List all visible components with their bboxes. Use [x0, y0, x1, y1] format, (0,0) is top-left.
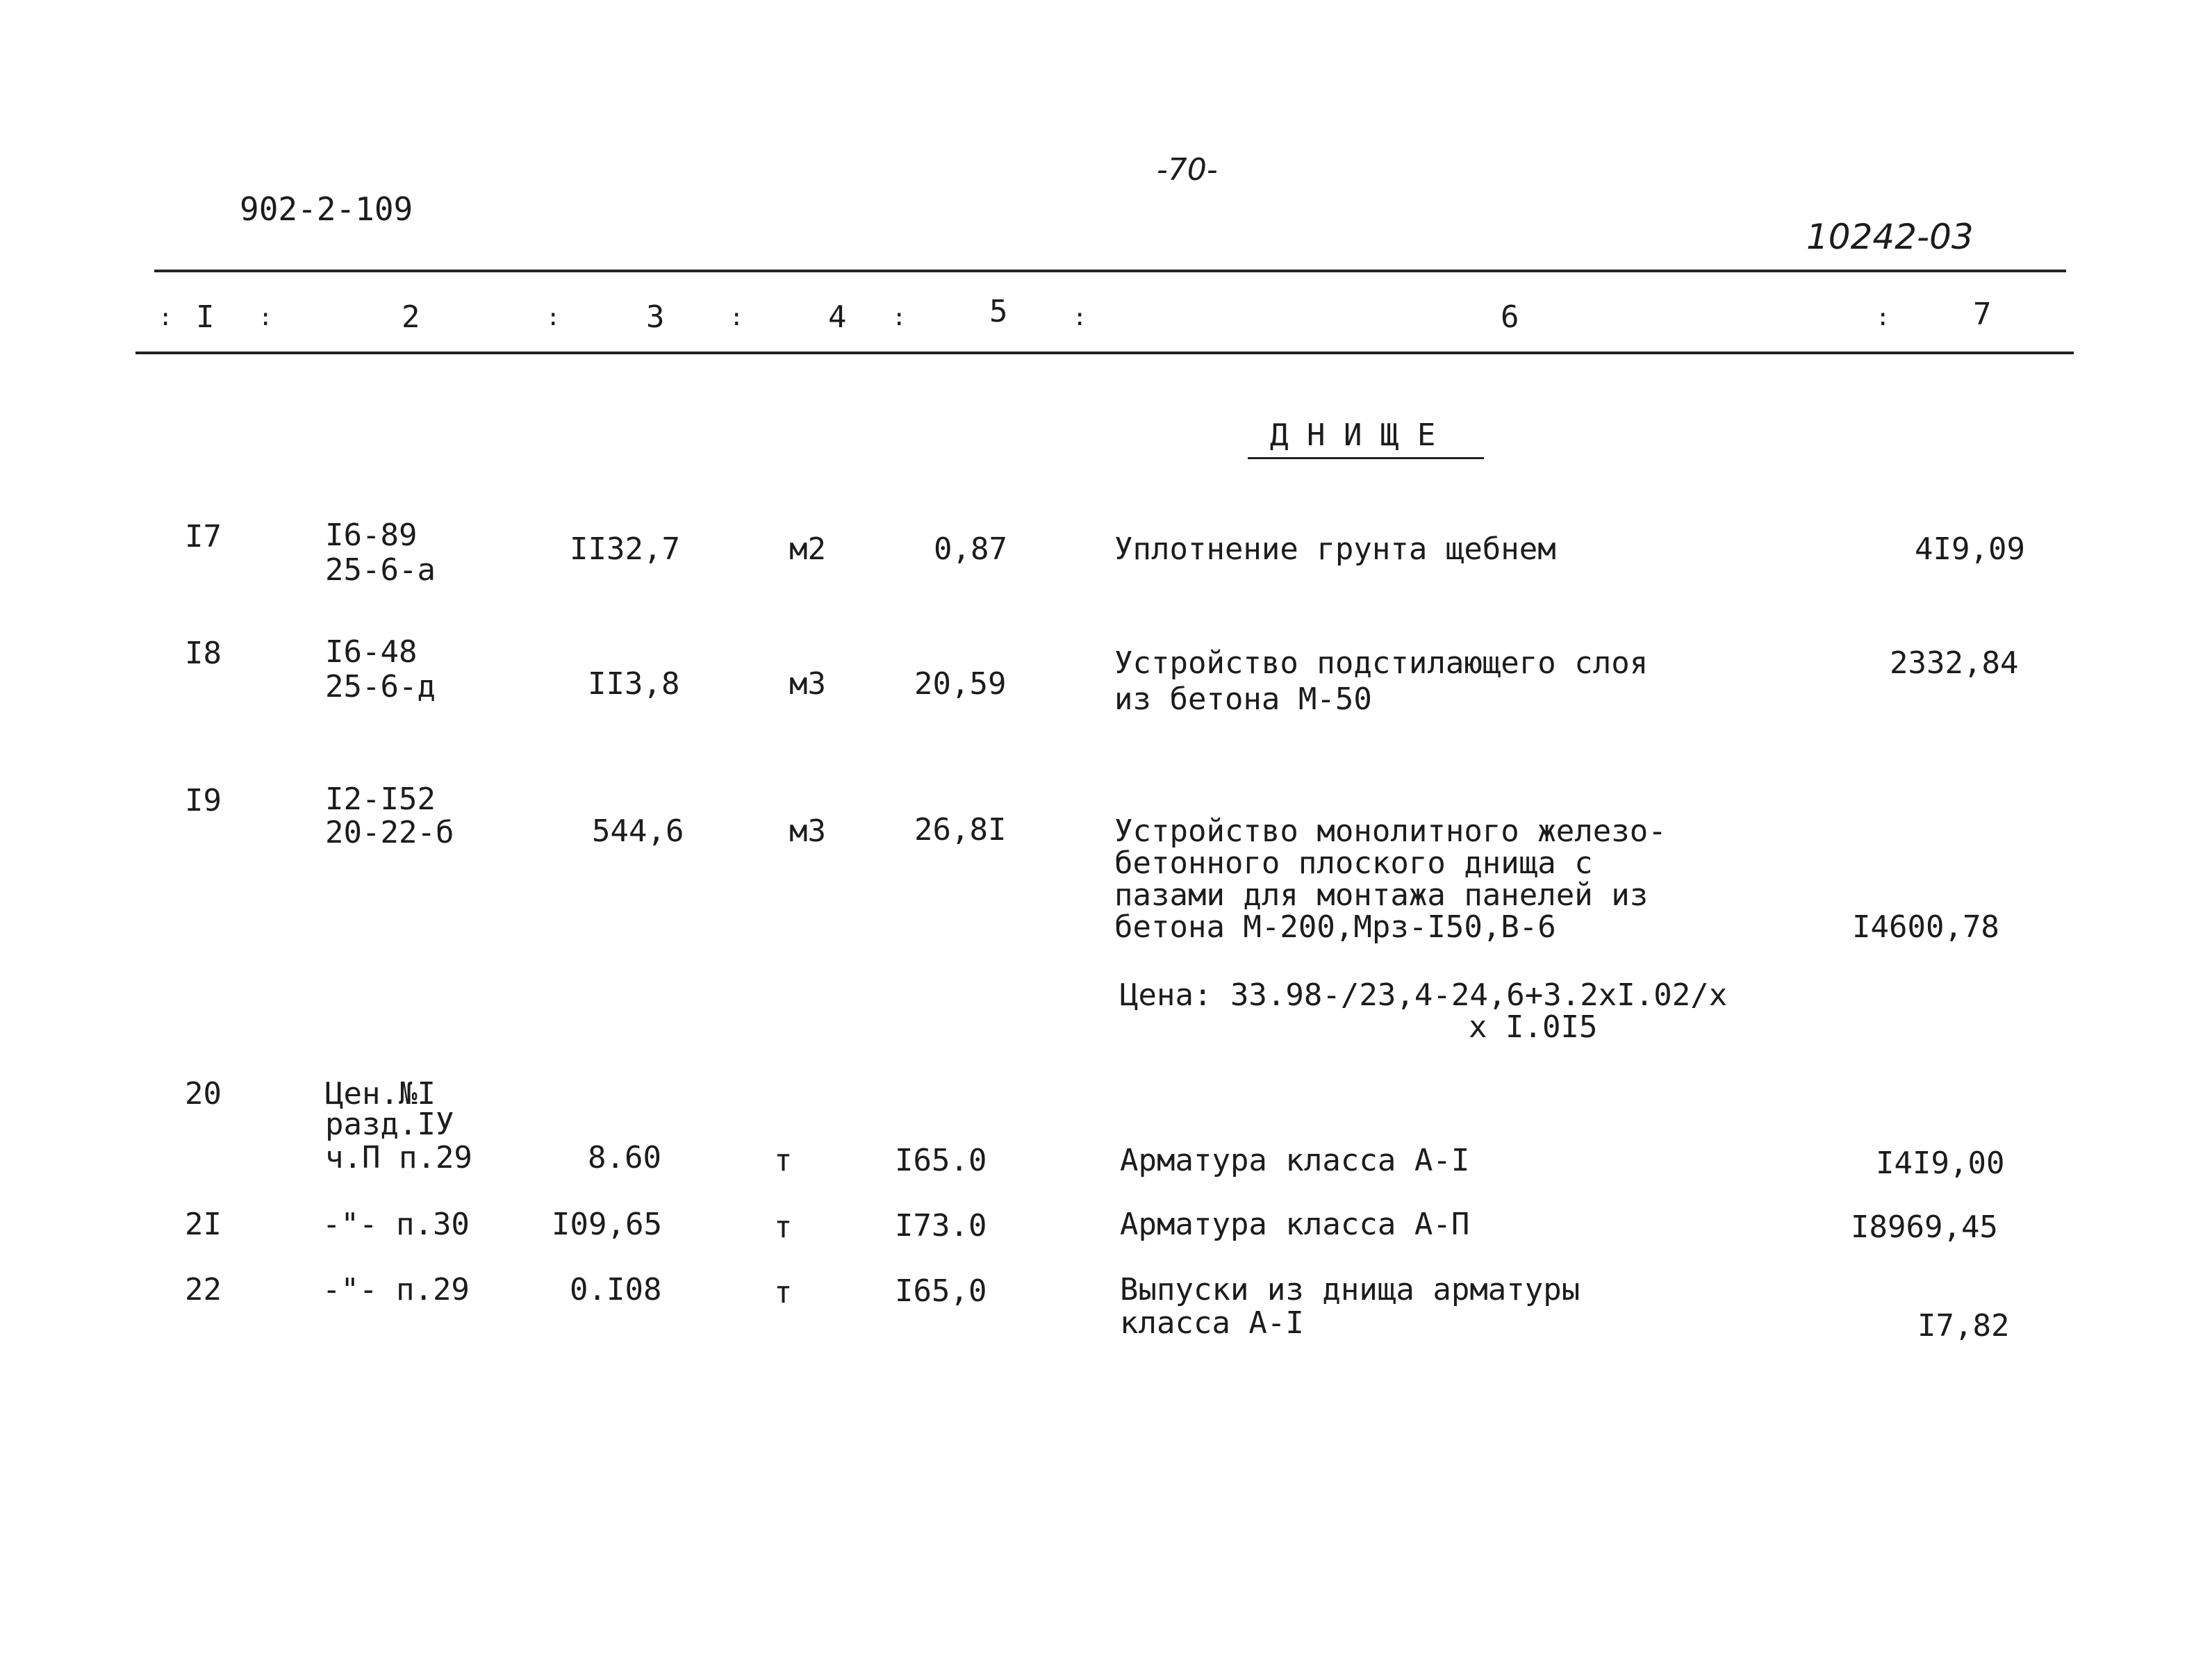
column-header-7: 7: [1973, 297, 1992, 332]
section-title-underline: [1248, 457, 1484, 459]
column-header-3: 3: [646, 299, 665, 335]
document-code: 902-2-109: [240, 190, 413, 228]
row-code-line: I6-48: [325, 634, 418, 670]
row-number: I7: [185, 519, 222, 554]
column-header-4: 4: [828, 299, 847, 335]
row-quantity: 8.60: [588, 1140, 661, 1175]
row-unit: т: [774, 1209, 793, 1245]
row-quantity: 0.I08: [570, 1272, 662, 1307]
row-description-line: пазами для монтажа панелей из: [1114, 877, 1649, 913]
row-total: 2332,84: [1890, 645, 2019, 681]
row-description-line: бетона М-200,Мрз-I50,В-6: [1114, 909, 1556, 945]
price-note-line: Цена: 33.98-/23,4-24,6+3.2хI.02/х: [1120, 977, 1728, 1013]
row-unit: т: [774, 1143, 793, 1178]
column-header-5: 5: [989, 294, 1008, 329]
row-code-line: 20-22-б: [325, 815, 454, 850]
column-separator: :: [1876, 304, 1890, 331]
row-unit: м3: [789, 666, 826, 702]
row-description-line: из бетона М-50: [1114, 681, 1372, 717]
row-description-line: бетонного плоского днища с: [1114, 845, 1593, 881]
row-code-line: 25-6-а: [325, 552, 436, 588]
row-quantity: II32,7: [570, 531, 680, 567]
row-number: 2I: [185, 1207, 222, 1242]
column-header-1: I: [196, 299, 215, 335]
row-code-line: -"- п.29: [322, 1272, 470, 1307]
row-description-line: Арматура класса А-I: [1120, 1143, 1470, 1178]
row-total: I8969,45: [1851, 1209, 1998, 1245]
row-code-line: разд.IУ: [325, 1107, 454, 1142]
row-description-line: класса А-I: [1120, 1305, 1304, 1341]
row-description-line: Арматура класса А-П: [1120, 1207, 1470, 1242]
row-code-line: Цен.№I: [325, 1076, 436, 1112]
column-separator: :: [892, 304, 907, 331]
row-description-line: Уплотнение грунта щебнем: [1114, 531, 1556, 567]
column-header-6: 6: [1501, 299, 1519, 335]
page-number: -70-: [1157, 152, 1218, 188]
row-total: I4I9,00: [1876, 1146, 2005, 1181]
row-number: I9: [185, 783, 222, 818]
row-price: I65.0: [895, 1143, 987, 1178]
column-separator: :: [158, 304, 173, 331]
album-code: 10242-03: [1806, 217, 1974, 257]
row-total: 4I9,09: [1915, 531, 2025, 567]
row-number: I8: [185, 636, 222, 671]
column-separator: :: [1073, 304, 1087, 331]
row-price: 26,8I: [914, 812, 1007, 848]
row-description-line: Выпуски из днища арматуры: [1120, 1272, 1580, 1307]
header-bottom-rule: [135, 352, 2074, 354]
price-note-line: х I.0I5: [1469, 1009, 1598, 1045]
row-code-line: -"- п.30: [322, 1207, 470, 1242]
row-unit: м2: [789, 531, 826, 567]
row-number: 20: [185, 1076, 222, 1112]
row-description-line: Устройство монолитного железо-: [1114, 813, 1667, 849]
row-price: I73.0: [895, 1208, 987, 1244]
row-price: 20,59: [914, 666, 1007, 702]
column-header-2: 2: [402, 299, 420, 335]
top-rule: [154, 270, 2066, 272]
row-number: 22: [185, 1272, 222, 1307]
column-separator: :: [729, 304, 744, 331]
row-price: 0,87: [934, 531, 1007, 567]
row-description-line: Устройство подстилающего слоя: [1114, 645, 1649, 681]
column-separator: :: [258, 304, 273, 331]
row-total: I7,82: [1917, 1308, 2010, 1344]
row-quantity: II3,8: [588, 666, 680, 702]
row-unit: т: [774, 1275, 793, 1310]
row-quantity: I09,65: [552, 1207, 662, 1242]
row-code-line: 25-6-д: [325, 669, 436, 704]
row-code-line: I2-I52: [325, 782, 436, 817]
row-code-line: ч.П п.29: [325, 1140, 472, 1175]
column-separator: :: [546, 304, 561, 331]
row-total: I4600,78: [1852, 909, 1999, 945]
row-code-line: I6-89: [325, 518, 418, 553]
row-quantity: 544,6: [592, 813, 684, 849]
section-title: Д Н И Щ Е: [1270, 418, 1436, 453]
row-price: I65,0: [895, 1273, 987, 1309]
row-unit: м3: [789, 813, 826, 849]
